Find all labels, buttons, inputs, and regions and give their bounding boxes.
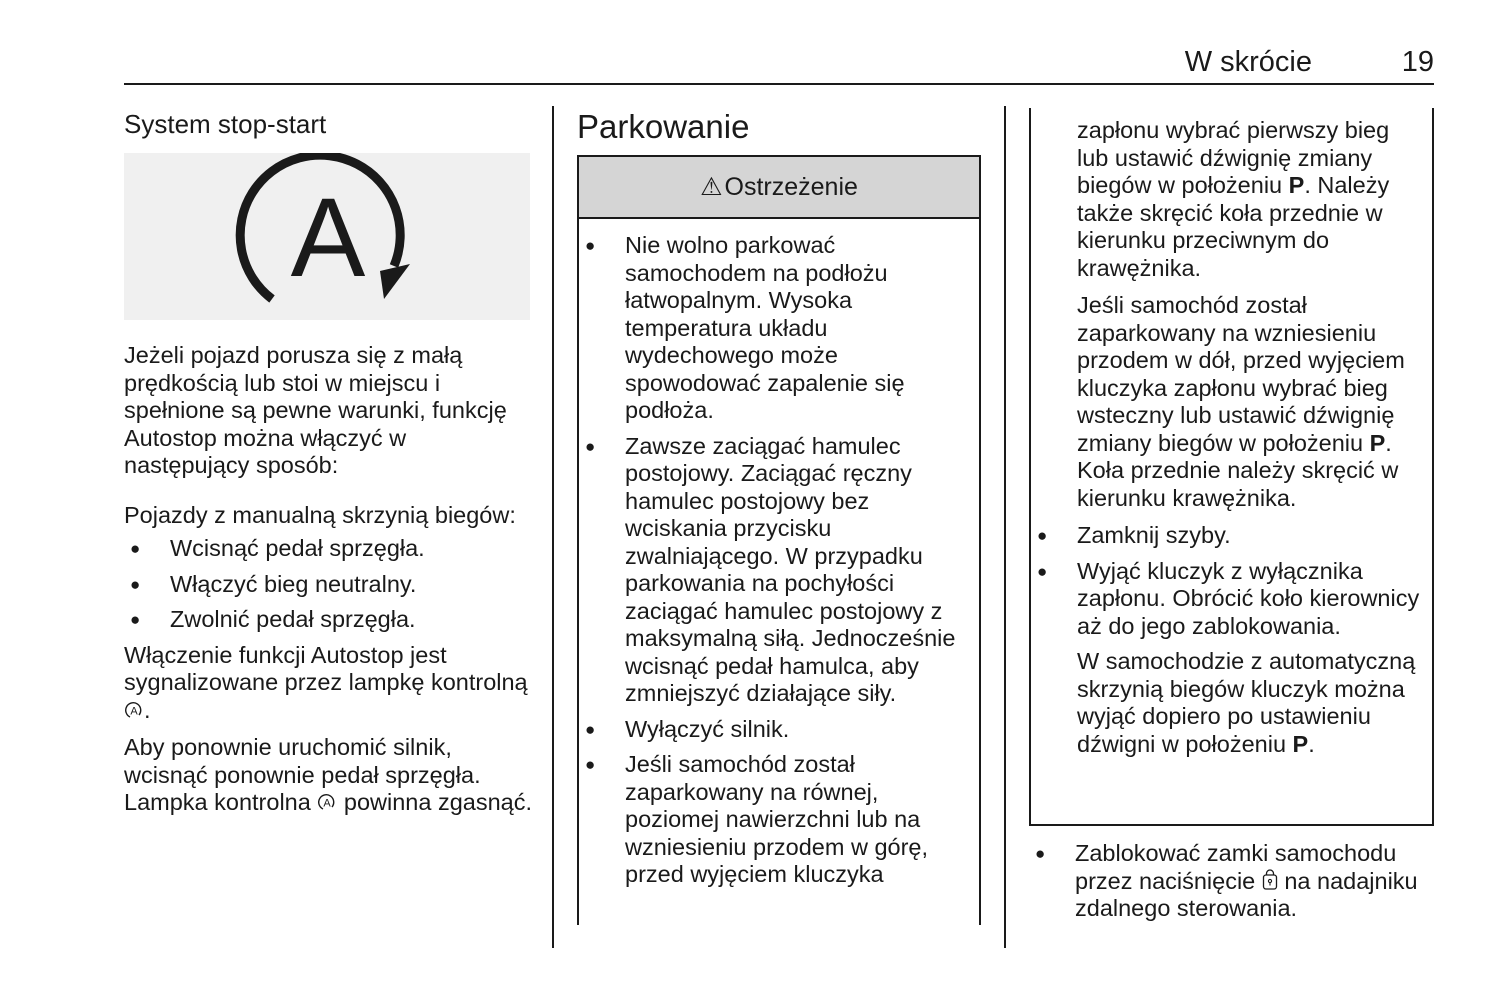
list-item: ● Nie wolno parkować samochodem na podłożu łatwopalnym. Wysoka temperatura układu wydechowego może spowodować zapalenie się podłoża. [579, 232, 961, 425]
autostop-indicator-paragraph: Włączenie funkcji Autostop jest sygnalizowane przez lampkę kontrolną A . [124, 641, 528, 723]
warning-continued-body [1031, 108, 1432, 758]
manual-transmission-heading: Pojazdy z manualną skrzynią biegów: [124, 501, 516, 528]
list-item: ● Wyjąć kluczyk z wyłącznika zapłonu. Obrócić koło kierownicy aż do jego zablokowania. W samochodzie z automatyczną skrzynią biegów kluczyk można wyjąć dopiero po ustawieniu dźwigni w położeniu P. [1031, 558, 1420, 759]
padlock-icon [1262, 869, 1278, 891]
warning-box-continued [1029, 108, 1434, 826]
list-item: ● Wcisnąć pedał sprzęgła. [124, 535, 538, 563]
column-divider-right [1004, 106, 1006, 948]
svg-text:A: A [130, 705, 138, 717]
running-header-title: W skrócie [1184, 46, 1312, 78]
list-item: ● Wyłączyć silnik. [579, 716, 961, 744]
manual-steps-list [124, 535, 538, 634]
lock-instruction [1029, 840, 1441, 931]
autostop-indicator-icon [317, 792, 337, 812]
warning-label: Ostrzeżenie [724, 172, 858, 201]
automatic-transmission-note: W samochodzie z automatyczną skrzynią biegów kluczyk można wyjąć dopiero po ustawieniu dźwigni w położeniu P. [1077, 648, 1416, 757]
autostop-indicator-icon [124, 700, 144, 720]
section-title-parking: Parkowanie [577, 108, 750, 145]
autostop-icon-panel [124, 153, 530, 320]
warning-box [577, 155, 981, 925]
warning-body [579, 219, 979, 889]
column-divider-left [552, 106, 554, 948]
autostop-icon [124, 153, 530, 320]
lock-list [1029, 840, 1441, 923]
page-number: 19 [1401, 46, 1434, 78]
svg-text:A: A [290, 175, 366, 300]
list-item: ● Jeśli samochód został zaparkowany na równej, poziomej nawierzchni lub na wzniesieniu przodem w górę, przed wyjęciem kluczyka [579, 751, 961, 889]
list-item: ● Włączyć bieg neutralny. [124, 571, 538, 599]
downhill-paragraph: Jeśli samochód został zaparkowany na wzniesieniu przodem w dół, przed wyjęciem kluczyka zapłonu wybrać bieg wsteczny lub ustawić dźwignię zmiany biegów w położeniu P. Koła przednie należy skręcić w kierunku krawężnika. [1077, 292, 1405, 511]
restart-paragraph: Aby ponownie uruchomić silnik, wcisnąć ponownie pedał sprzęgła. Lampka kontrolna A powinna zgasnąć. [124, 734, 532, 815]
continued-paragraph: zapłonu wybrać pierwszy bieg lub ustawić dźwignię zmiany biegów w położeniu P. Należy także skręcić koła przednie w kierunku przeciwnym do krawężnika. [1077, 117, 1390, 281]
list-item: ● Zawsze zaciągać hamulec postojowy. Zaciągać ręczny hamulec postojowy bez wciskania przycisku zwalniającego. W przypadku parkowania na pochyłości zaciągać hamulec postojowy z maksymalną siłą. Jednocześnie wcisnąć pedał hamulca, aby zmniejszyć działające siły. [579, 433, 961, 708]
list-item: ● Zamknij szyby. [1031, 522, 1420, 550]
warning-header [579, 157, 979, 219]
svg-text:A: A [323, 797, 332, 810]
intro-paragraph: Jeżeli pojazd porusza się z małą prędkością lub stoi w miejscu i spełnione są pewne warunki, funkcję Autostop można włączyć w następujący sposób: [124, 342, 507, 478]
warning-triangle-icon: ⚠ [700, 173, 723, 201]
list-item: ● Zwolnić pedał sprzęgła. [124, 606, 538, 634]
left-column-body [124, 342, 538, 827]
list-item: ● Zablokować zamki samochodu przez naciśnięcie na nadajniku zdalnego sterowania. [1029, 840, 1441, 923]
section-title-stop-start: System stop-start [124, 109, 327, 139]
warning-list [579, 232, 961, 889]
warning-list-continued [1031, 522, 1420, 758]
header-rule [124, 83, 1434, 85]
